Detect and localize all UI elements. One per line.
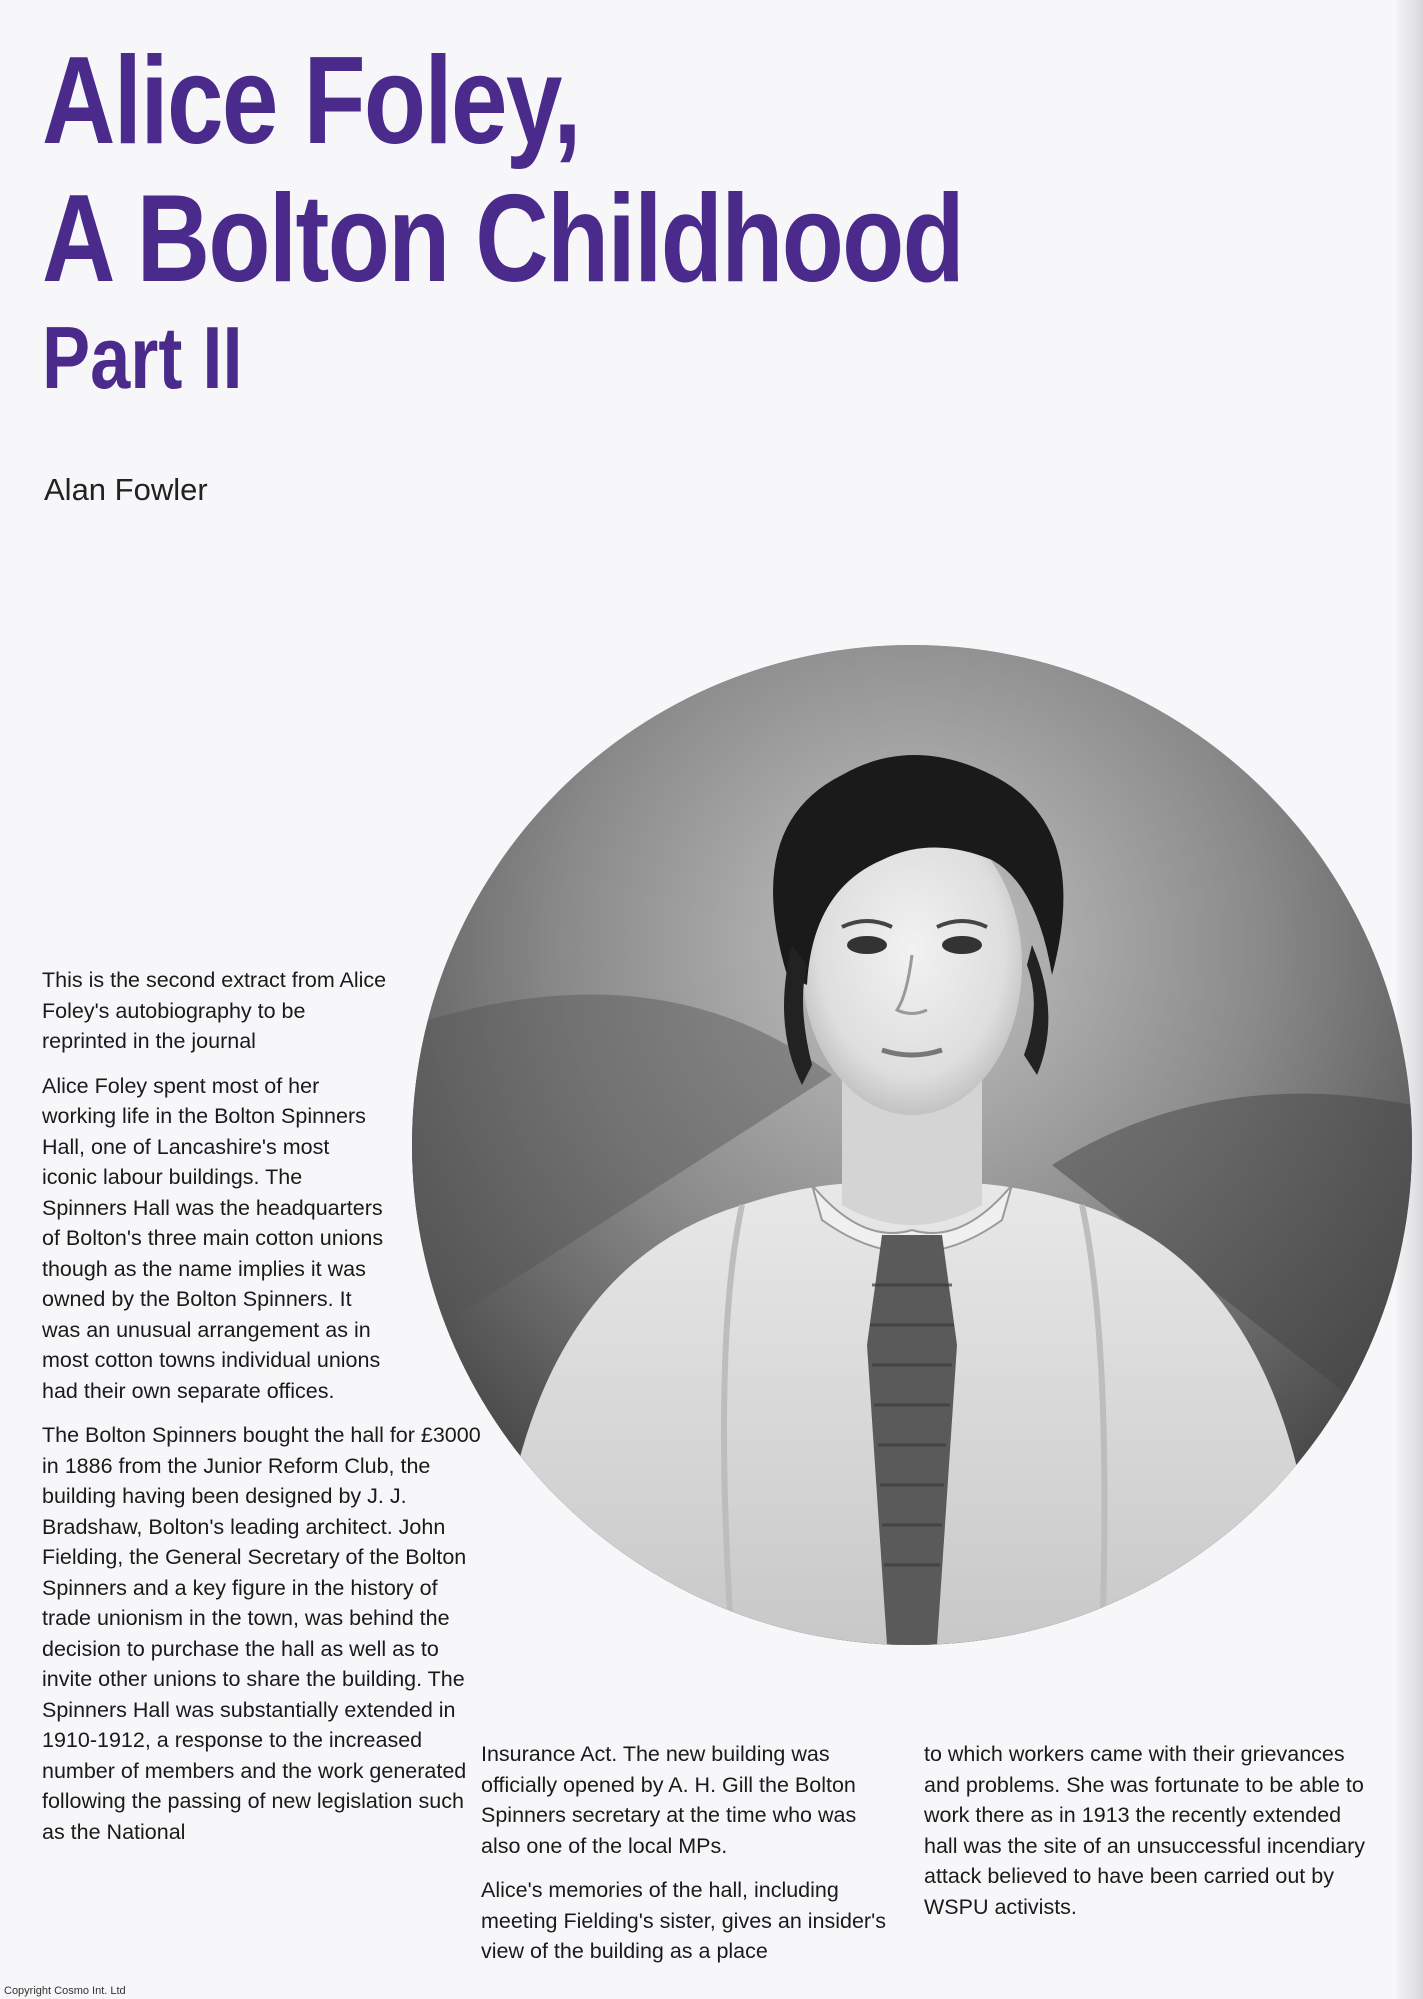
intro-paragraph: This is the second extract from Alice Foley's autobiography to be reprinted in the journal (42, 968, 387, 1053)
article-column-2 (481, 1739, 901, 1981)
article-title-line-2: A Bolton Childhood (42, 170, 964, 308)
article-title-part: Part II (42, 308, 243, 407)
article-column-1 (42, 965, 492, 1861)
article-title-line-1: Alice Foley, (42, 32, 580, 170)
article-column-3 (924, 1739, 1374, 1936)
portrait-photo (412, 645, 1412, 1645)
body-paragraph-2: The Bolton Spinners bought the hall for £3000 in 1886 from the Junior Reform Club, the building having been designed by J. J. Bradshaw, Bolton's leading architect. John Fielding, the General Secretary of the Bolton Spinners and a key figure in the history of trade unionism in the town, was behind the decision to purchase the hall as well as to invite other unions to share the building. The Spinners Hall was substantially extended in 1910-1912, a response to the increased number of members and the work generated following the passing of new legislation such as the National (42, 1423, 481, 1844)
body-paragraph-1: Alice Foley spent most of her working life in the Bolton Spinners Hall, one of Lancashire's most iconic labour buildings. The Spinners Hall was the headquarters of Bolton's three main cotton unions though as the name implies it was owned by the Bolton Spinners. It was an unusual arrangement as in most cotton towns individual unions had their own separate offices. (42, 1073, 384, 1403)
copyright-notice: Copyright Cosmo Int. Ltd (4, 1985, 126, 1997)
body-paragraph-4: Alice's memories of the hall, including meeting Fielding's sister, gives an insider's view of the building as a place (481, 1878, 886, 1963)
article-author: Alan Fowler (44, 472, 208, 507)
body-paragraph-3: Insurance Act. The new building was officially opened by A. H. Gill the Bolton Spinners secretary at the time who was also one of the local MPs. (481, 1742, 857, 1858)
portrait-illustration (412, 645, 1412, 1645)
article-title-block (42, 32, 1242, 408)
page-edge-shadow (1397, 0, 1423, 1999)
body-paragraph-5: to which workers came with their grievances and problems. She was fortunate to be able to work there as in 1913 the recently extended hall was the site of an unsuccessful incendiary attack believed to have been carried out by WSPU activists. (924, 1742, 1365, 1919)
